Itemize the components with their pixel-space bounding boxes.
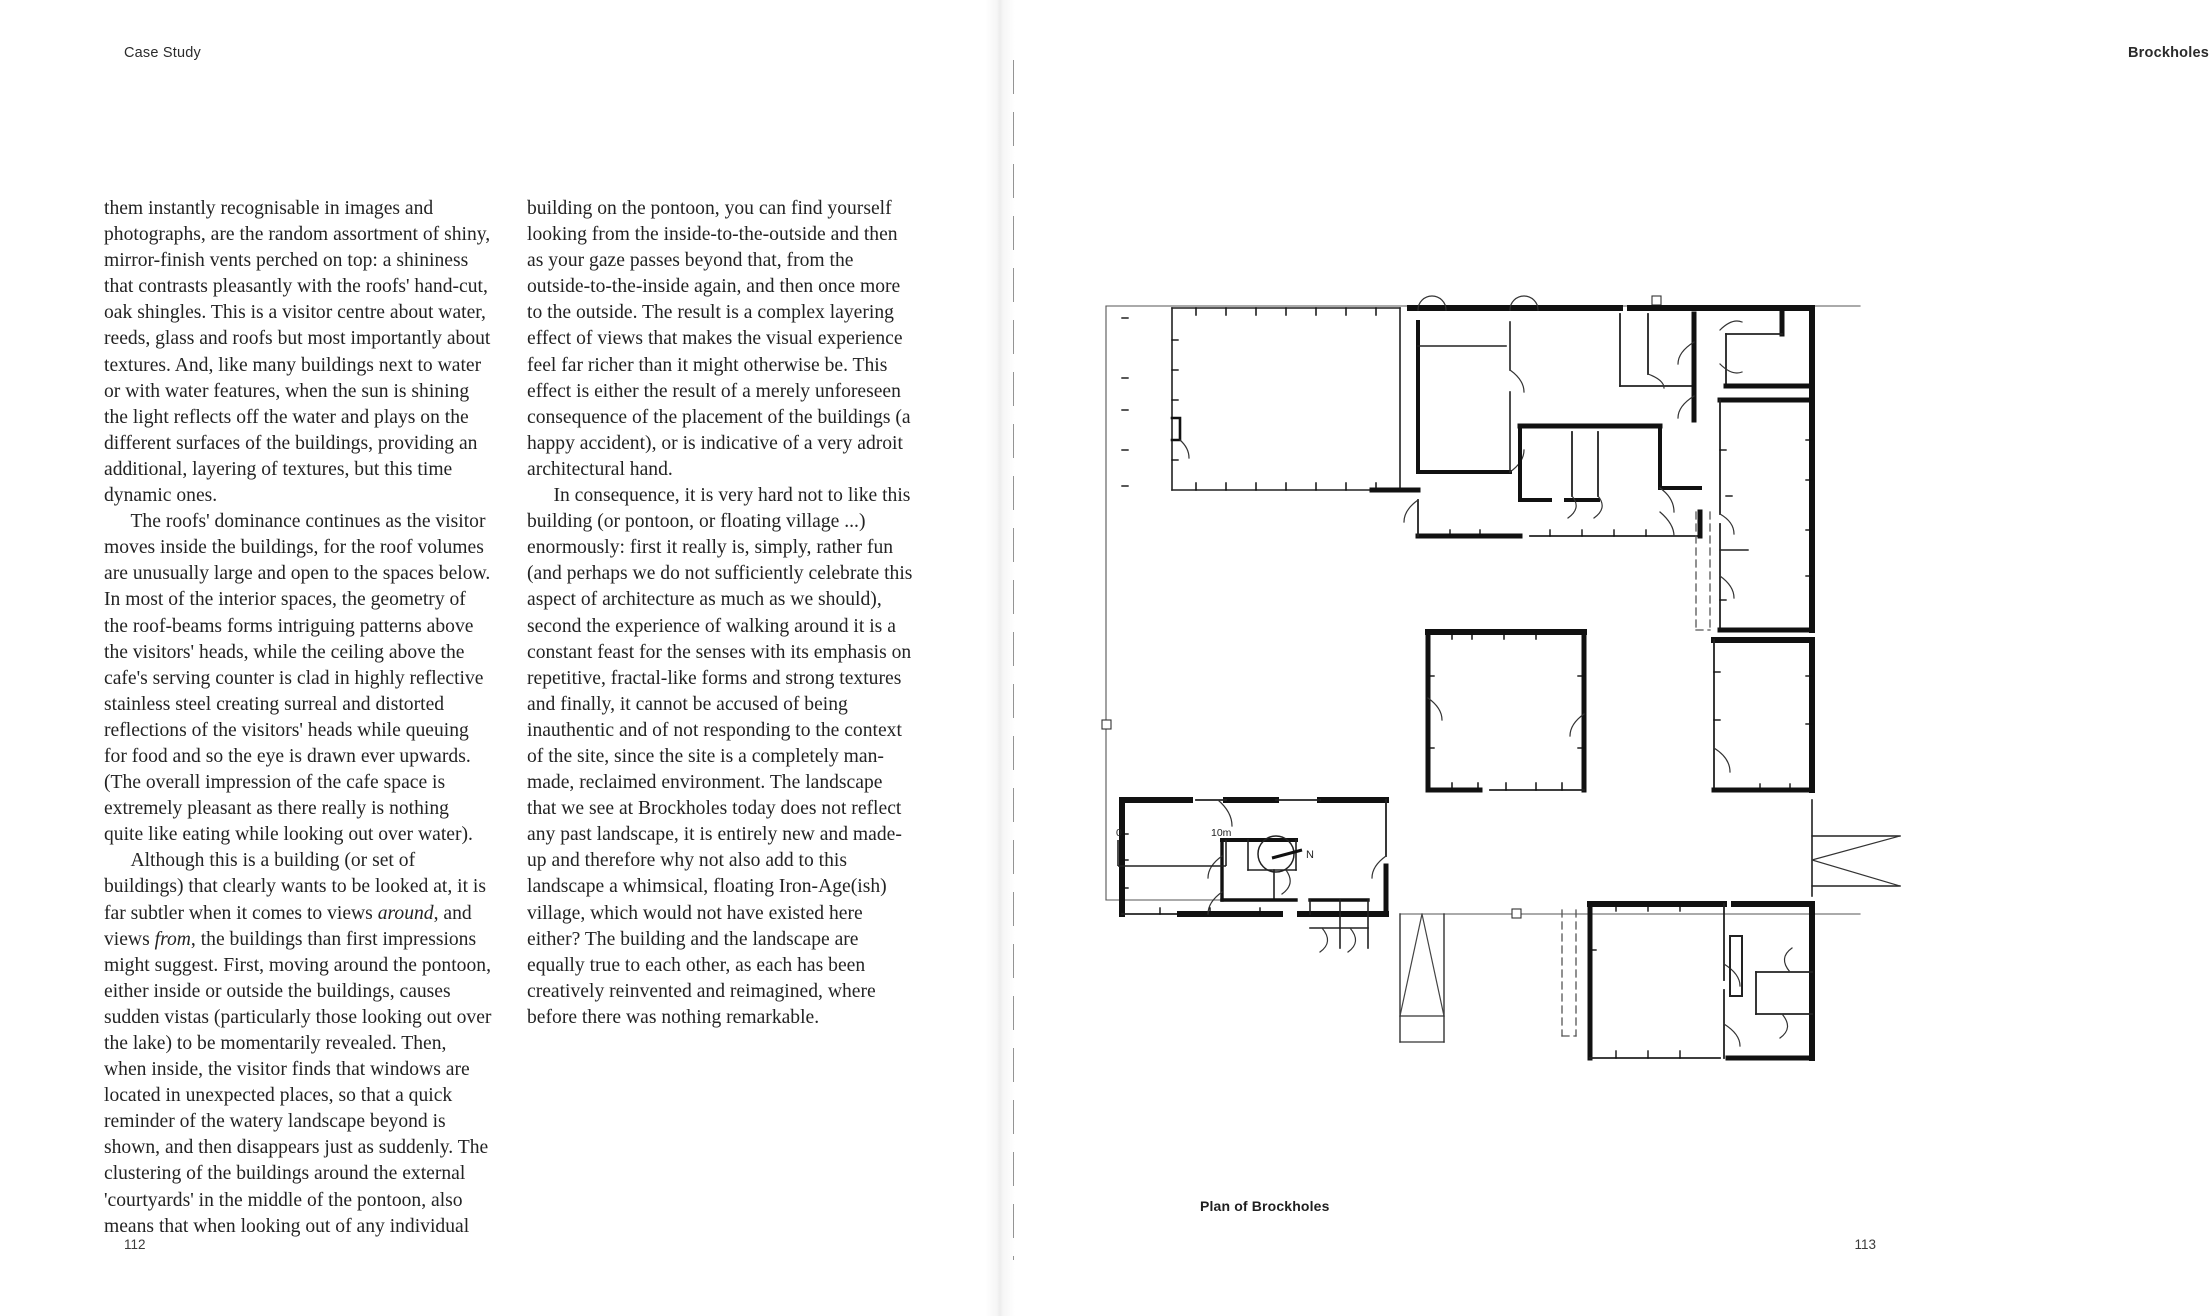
scale-start-label: 0 — [1116, 827, 1122, 839]
scale-and-north — [1110, 808, 1340, 888]
setting-out-node — [1102, 720, 1111, 729]
figure-caption: Plan of Brockholes — [1200, 1198, 1330, 1214]
paragraph: In consequence, it is very hard not to like this building (or pontoon, or floating village ...) enormously: first it really is, simply, rather fun (and perhaps we do not sufficiently celebrate this aspect of architecture as much as we should), second the experience of walking around it is a constant feast for the senses with its emphasis on repetitive, fractal-like forms and strong textures and finally, it cannot be accused of being inauthentic and of not responding to the context of the site, since the site is a completely man-made, reclaimed environment. The landscape that we see at Brockholes today does not reflect any past landscape, it is entirely new and made-up and therefore why not also add to this landscape a whimsical, floating Iron-Age(ish) village, which would not have existed here either? The building and the landscape are equally true to each other, as each has been creatively reinvented and reimagined, where before there was nothing remarkable. — [527, 485, 913, 1028]
running-head-left: Case Study — [124, 45, 201, 61]
running-head-right: Brockholes — [2128, 45, 2209, 61]
setting-out-node — [1512, 909, 1521, 918]
east-jetty — [1812, 800, 1900, 896]
nw-gallery-block — [1122, 308, 1400, 490]
north-east-wing — [1696, 308, 1812, 630]
north-arrow-icon — [1258, 836, 1302, 872]
body-column-1 — [104, 196, 492, 1240]
north-label: N — [1306, 849, 1314, 861]
central-pavilion — [1428, 632, 1584, 790]
paragraph: The roofs' dominance continues as the visitor moves inside the buildings, for the roof volumes are unusually large and open to the spaces below. In most of the interior spaces, the geometry of the roof-beams forms intriguing patterns above the visitors' heads, while the ceiling above the cafe's serving counter is clad in highly reflective stainless steel creating surreal and distorted reflections of the visitors' heads while queuing for food and so the eye is drawn ever upwards. (The overall impression of the cafe space is extremely pleasant as there really is nothing quite like eating while looking out over water). — [104, 511, 491, 846]
setting-out-node — [1652, 296, 1661, 305]
scale-bar-graphic — [1118, 840, 1226, 866]
paragraph-with-italics: Although this is a building (or set of buildings) that clearly wants to be looked at, it is far subtler when it comes to views around, and views from, the buildings than first impressions might suggest. First, moving around the pontoon, either inside or outside the buildings, causes sudden vistas (particularly those looking out over the lake) to be momentarily revealed. Then, when inside, the visitor finds that windows are located in unexpected places, so that a quick reminder of the watery landscape beyond is shown, and then disappears just as suddenly. The clustering of the buildings around the external 'courtyards' in the middle of the pontoon, also means that when looking out of any individual — [104, 850, 492, 1237]
east-mid-room — [1714, 640, 1812, 790]
body-column-2 — [527, 196, 915, 1031]
north-central-rooms — [1372, 296, 1720, 536]
paragraph: them instantly recognisable in images and photographs, are the random assortment of shiny, mirror-finish vents perched on top: a shininess that contrasts pleasantly with the roofs' hand-cut, oak shingles. This is a visitor centre about water, reeds, glass and roofs but most importantly about textures. And, like many buildings next to water or with water features, when the sun is shining the light reflects off the water and plays on the different surfaces of the buildings, providing an additional, layering of textures, but this time dynamic ones. — [104, 198, 491, 507]
binding-stitch-line — [1013, 60, 1014, 1260]
page-number-left: 112 — [124, 1237, 146, 1252]
scale-end-label: 10m — [1211, 827, 1232, 839]
page-number-right: 113 — [1854, 1237, 1876, 1252]
paragraph: building on the pontoon, you can find yourself looking from the inside-to-the-outside and then as your gaze passes beyond that, from the outside-to-the-inside again, and then once more to the outside. The result is a complex layering effect of views that makes the visual experience feel far richer than it might otherwise be. This effect is either the result of a merely unforeseen consequence of the placement of the buildings (a happy accident), or is indicative of a very adroit architectural hand. — [527, 198, 911, 480]
